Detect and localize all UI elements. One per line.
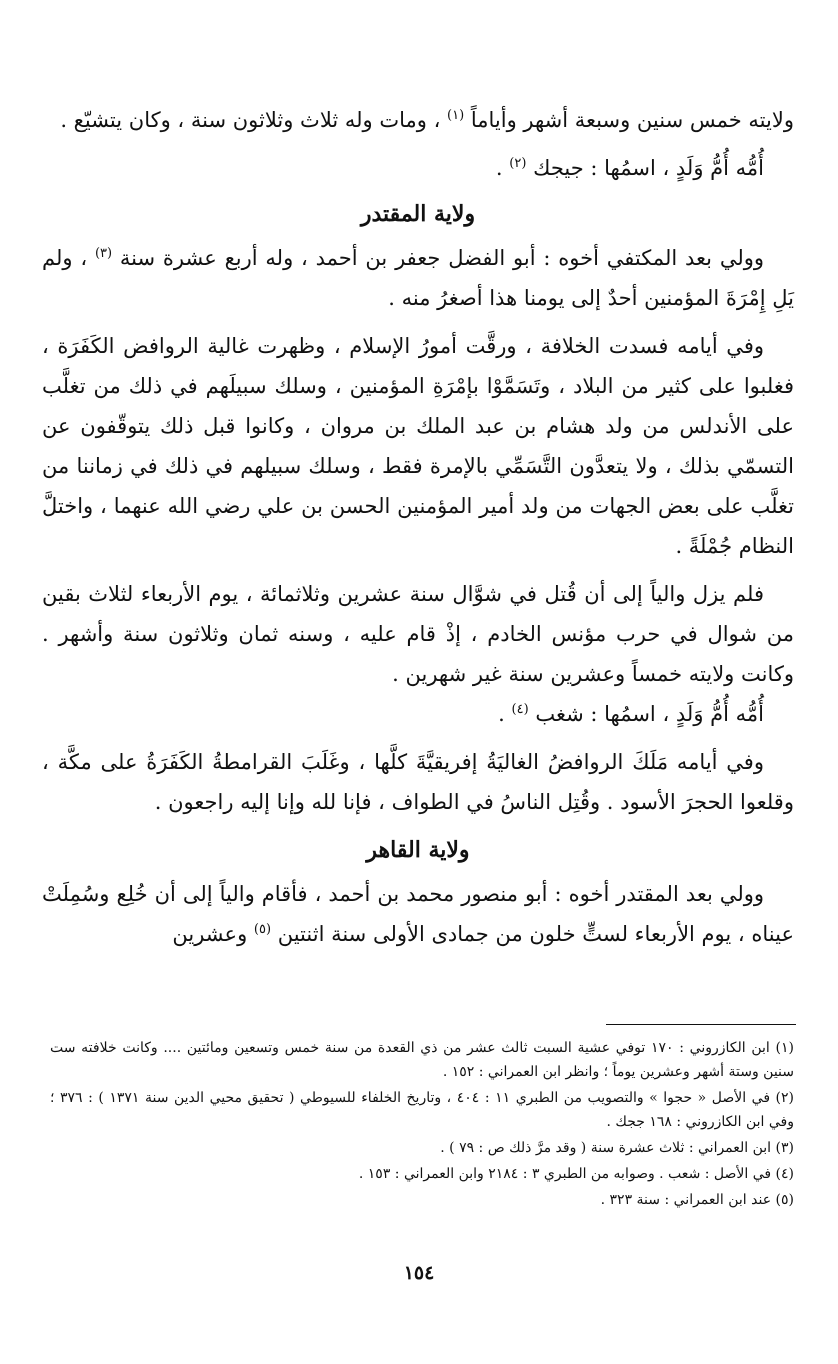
page-number: ١٥٤ [403,1262,435,1284]
footnote-2: (٢) في الأصل « حجوا » والتصويب من الطبري ١١ : ٤٠٤ ، وتاريخ الخلفاء للسيوطي ( تحقيق محيي الدين سنة ١٣٧١ ) : ٣٧٦ ؛ وفي ابن الكازروني : ١٦٨ ججك . [50,1090,795,1130]
paragraph-6-end: . [498,702,505,726]
main-text [42,100,794,954]
footnote-ref-5: (٥) [253,922,272,937]
footnote-5: (٥) عند ابن العمراني : سنة ٣٢٣ . [600,1192,794,1208]
paragraph-6 [42,694,794,734]
paragraph-4: وفي أيامه فسدت الخلافة ، ورقَّت أمورُ الإسلام ، وظهرت غالية الروافض الكَفَرَة ، فغلبوا على كثير من البلاد ، وتَسَمَّوْا بإمْرَةِ المؤمنين ، وسلك سبيلَهم في ذلك من تغلَّب على الأندلس من ولد هشام بن عبد الملك بن مروان ، وكانوا قبل ذلك يتوقّفون عن التسمّي بذلك ، ولا يتعدَّون التَّسَمِّي بالإمرة فقط ، وسلك سبيلهم في ذلك في زماننا من تغلَّب على بعض الجهات من ولد أمير المؤمنين الحسن بن علي رضي الله عنهما ، واختلَّ النظام جُمْلَةً . [42,334,794,558]
footnote-ref-1: (١) [447,108,465,123]
footnote-4: (٤) في الأصل : شعب . وصوابه من الطبري ٣ : ٢١٨٤ وابن العمراني : ١٥٣ . [358,1166,794,1182]
footnote-1: (١) ابن الكازروني : ١٧٠ توفي عشية السبت ثالث عشر من ذي القعدة من سنة خمس وتسعين ومائتين .... وكانت خلافته ست سنين وستة أشهر وعشرين يوماً ؛ وانظر ابن العمراني : ١٥٢ . [50,1040,794,1080]
paragraph-8 [42,874,794,954]
paragraph-8-text: وولي بعد المقتدر أخوه : أبو منصور محمد بن أحمد ، فأقام والياً إلى أن خُلِع وسُمِلَتْ عيناه ، يوم الأربعاء لستٍّ خلون من جمادى الأولى سنة اثنتين [42,882,794,946]
footnote-ref-2: (٢) [509,156,527,171]
section-heading-muqtadir: ولاية المقتدر [360,201,476,227]
footnote-divider [606,1024,796,1025]
footnotes [50,1036,794,1214]
footnote-3: (٣) ابن العمراني : ثلاث عشرة سنة ( وقد مرَّ ذلك ص : ٧٩ ) . [440,1140,794,1156]
paragraph-2-text: أُمُّه أُمُّ وَلَدٍ ، اسمُها : جيجك [533,156,764,180]
section-heading-qahir: ولاية القاهر [366,837,470,863]
paragraph-8-continuation: وعشرين [172,922,248,946]
paragraph-1-text: ولايته خمس سنين وسبعة أشهر وأياماً [470,108,794,132]
paragraph-2 [42,148,794,188]
paragraph-1 [42,100,794,140]
paragraph-5: فلم يزل والياً إلى أن قُتل في شوَّال سنة عشرين وثلاثمائة ، يوم الأربعاء لثلاث بقين من شوال في حرب مؤنس الخادم ، إذْ قام عليه ، وسنه ثمان وثلاثون سنة وأشهر . وكانت ولايته خمساً وعشرين سنة غير شهرين . [42,582,794,686]
paragraph-7: وفي أيامه مَلَكَ الروافضُ الغاليَةُ إفريقيَّةَ كلَّها ، وغَلَبَ القرامطةُ الكَفَرَةُ على مكَّة ، وقلعوا الحجرَ الأسود . وقُتِل الناسُ في الطواف ، فإنا لله وإنا إليه راجعون . [42,750,794,814]
paragraph-1-continuation: ، ومات وله ثلاث وثلاثون سنة ، وكان يتشيّع . [60,108,441,132]
footnote-ref-4: (٤) [511,702,529,717]
paragraph-3-text: وولي بعد المكتفي أخوه : أبو الفضل جعفر بن أحمد ، وله أربع عشرة سنة [119,246,765,270]
footnote-ref-3: (٣) [94,246,113,261]
paragraph-3-continuation: ، ولم يَلِ إِمْرَةَ المؤمنين أحدٌ إلى يومنا هذا أصغرُ منه . [42,246,794,310]
paragraph-3 [42,238,794,318]
paragraph-2-end: . [495,156,503,180]
paragraph-6-text: أُمُّه أُمُّ وَلَدٍ ، اسمُها : شغب [535,702,764,726]
